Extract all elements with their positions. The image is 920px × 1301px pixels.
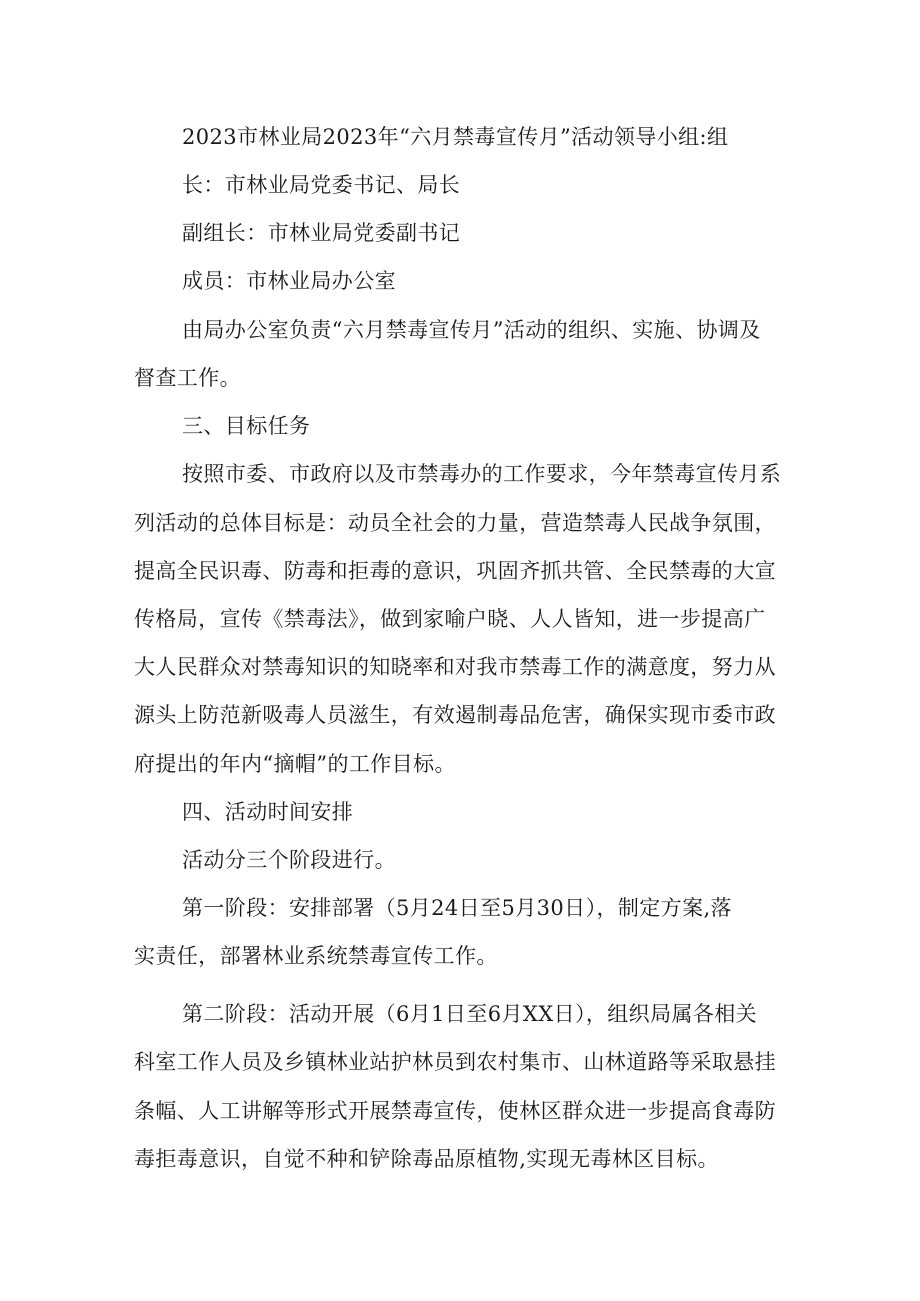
text-line: 成员：市林业局办公室 [182, 269, 396, 293]
text-line: 第二阶段：活动开展（6月1日至6月XX日），组织局属各相关 [182, 1002, 758, 1026]
text-line: 2023市林业局2023年“六月禁毒宣传月”活动领导小组:组 [182, 125, 729, 149]
text-line: 督查工作。 [134, 366, 241, 390]
text-line: 府提出的年内“摘帽”的工作目标。 [134, 752, 456, 776]
text-line: 实责任，部署林业系统禁毒宣传工作。 [134, 944, 498, 968]
section-heading: 三、目标任务 [182, 414, 311, 438]
text-line: 长：市林业局党委书记、局长 [182, 173, 461, 197]
text-line: 条幅、人工讲解等形式开展禁毒宣传，使林区群众进一步提高食毒防 [134, 1099, 776, 1123]
text-line: 大人民群众对禁毒知识的知晓率和对我市禁毒工作的满意度，努力从 [134, 655, 776, 679]
text-line: 毒拒毒意识，自觉不种和铲除毒品原植物,实现无毒林区目标。 [134, 1147, 719, 1171]
text-line: 活动分三个阶段进行。 [182, 848, 396, 872]
text-line: 列活动的总体目标是：动员全社会的力量，营造禁毒人民战争氛围， [134, 511, 776, 535]
section-heading: 四、活动时间安排 [182, 800, 354, 824]
text-line: 科室工作人员及乡镇林业站护林员到农村集市、山林道路等采取悬挂 [134, 1050, 776, 1074]
text-line: 提高全民识毒、防毒和拒毒的意识，巩固齐抓共管、全民禁毒的大宣 [134, 559, 776, 583]
text-line: 传格局，宣传《禁毒法》，做到家喻户晓、人人皆知，进一步提高广 [134, 607, 766, 631]
text-line: 副组长：市林业局党委副书记 [182, 221, 461, 245]
text-line: 由局办公室负责“六月禁毒宣传月”活动的组织、实施、协调及 [182, 318, 761, 342]
text-line: 源头上防范新吸毒人员滋生，有效遏制毒品危害，确保实现市委市政 [134, 703, 776, 727]
text-line: 按照市委、市政府以及市禁毒办的工作要求，今年禁毒宣传月系 [182, 462, 782, 486]
text-line: 第一阶段：安排部署（5月24日至5月30日），制定方案,落 [182, 896, 732, 920]
